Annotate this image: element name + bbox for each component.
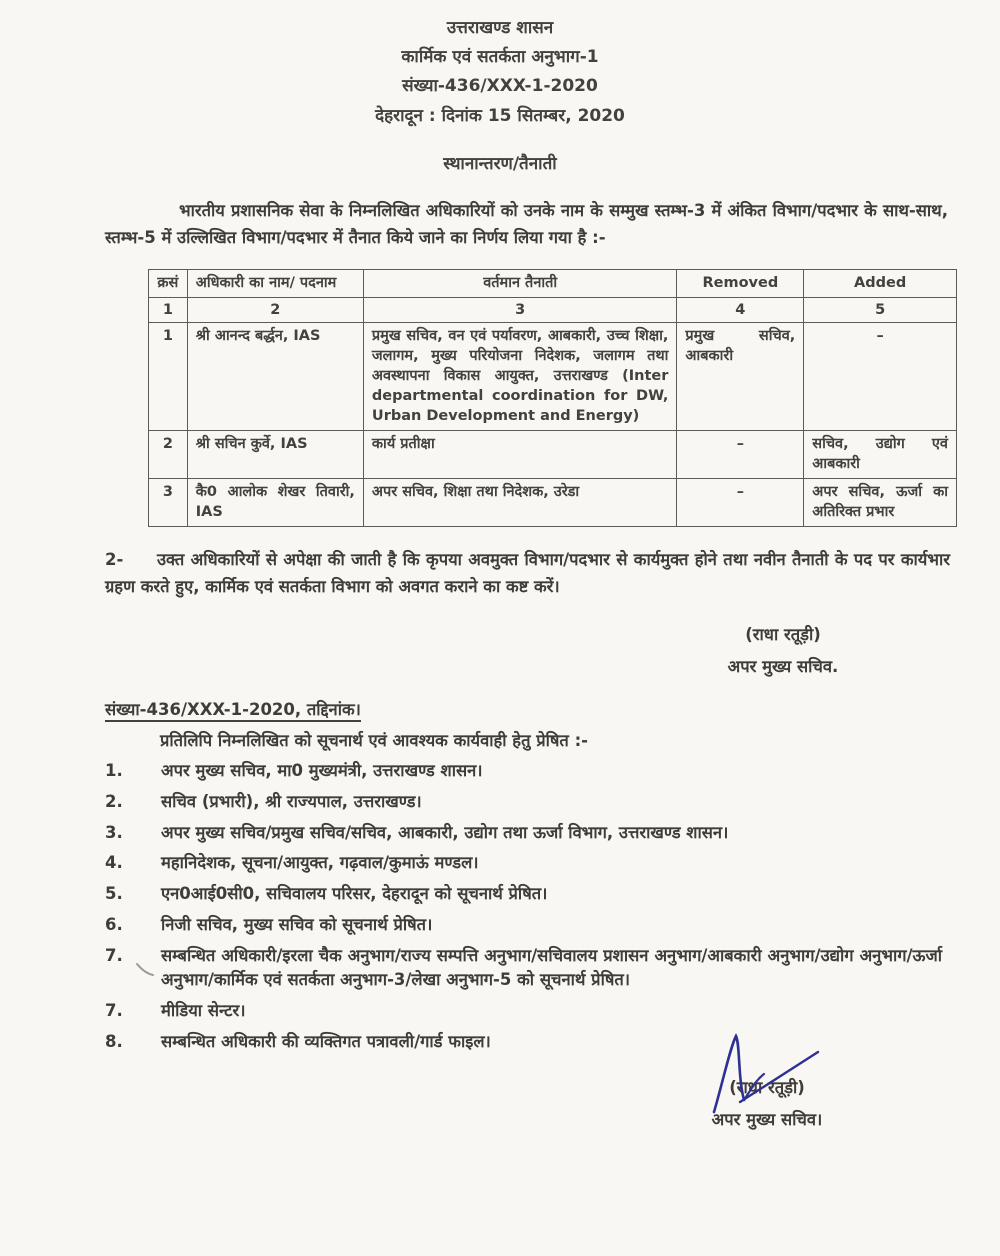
col-number: 5 bbox=[804, 298, 957, 323]
pen-mark-icon bbox=[134, 962, 156, 982]
removed-cell: – bbox=[677, 479, 804, 527]
item-number: 8. bbox=[105, 1031, 123, 1051]
signatory-designation: अपर मुख्य सचिव। bbox=[711, 1110, 823, 1130]
added-cell: सचिव, उद्योग एवं आबकारी bbox=[804, 431, 957, 479]
removed-cell: प्रमुख सचिव, आबकारी bbox=[677, 323, 804, 431]
list-item bbox=[105, 1030, 942, 1055]
item-number: 4. bbox=[105, 853, 123, 873]
column-number-row bbox=[149, 298, 957, 323]
serial-cell: 3 bbox=[149, 479, 188, 527]
col-header-removed: Removed bbox=[677, 270, 804, 298]
signatory-designation: अपर मुख्य सचिव. bbox=[727, 656, 839, 676]
current-posting-cell: प्रमुख सचिव, वन एवं पर्यावरण, आबकारी, उच्च शिक्षा, जलागम, मुख्य परियोजना निदेशक, जलागम तथा अवस्थापना विकास आयुक्त, उत्तराखण्ड (Inter departmental coordination for DW, Urban Development and Energy) bbox=[363, 323, 677, 431]
added-cell: अपर सचिव, ऊर्जा का अतिरिक्त प्रभार bbox=[804, 479, 957, 527]
item-text: सम्बन्धित अधिकारी की व्यक्तिगत पत्रावली/गार्ड फाइल। bbox=[161, 1031, 491, 1051]
serial-cell: 1 bbox=[149, 323, 188, 431]
item-text: मीडिया सेन्टर। bbox=[161, 1001, 246, 1021]
table-row bbox=[149, 479, 957, 527]
list-item bbox=[105, 999, 942, 1024]
item-number: 3. bbox=[105, 822, 123, 842]
col-number: 2 bbox=[187, 298, 363, 323]
item-number: 7. bbox=[105, 945, 123, 965]
table-row bbox=[149, 431, 957, 479]
item-number: 1. bbox=[105, 761, 123, 781]
col-number: 3 bbox=[363, 298, 677, 323]
item-text: अपर मुख्य सचिव, मा0 मुख्यमंत्री, उत्तराखण्ड शासन। bbox=[161, 761, 483, 781]
item-text: सम्बन्धित अधिकारी/इरला चैक अनुभाग/राज्य सम्पत्ति अनुभाग/सचिवालय प्रशासन अनुभाग/आबकारी अनुभाग/उद्योग अनुभाग/ऊर्जा अनुभाग/कार्मिक एवं सतर्कता अनुभाग-3/लेखा अनुभाग-5 को सूचनार्थ प्रेषित। bbox=[161, 945, 942, 990]
org-name: उत्तराखण्ड शासन bbox=[446, 18, 554, 38]
order-number: संख्या-436/XXX-1-2020 bbox=[402, 76, 598, 97]
added-cell: – bbox=[804, 323, 957, 431]
list-item bbox=[105, 821, 942, 846]
directive-text: उक्त अधिकारियों से अपेक्षा की जाती है कि कृपया अवमुक्त विभाग/पदभार से कार्यमुक्त होने तथा नवीन तैनाती के पद पर कार्यभार ग्रहण करते हुए, कार्मिक एवं सतर्कता विभाग को अवगत कराने का कष्ट करें। bbox=[105, 550, 950, 597]
serial-cell: 2 bbox=[149, 431, 188, 479]
subject-title: स्थानान्तरण/तैनाती bbox=[443, 153, 557, 174]
table-row bbox=[149, 323, 957, 431]
signature-block-top bbox=[658, 619, 908, 683]
signature-block-bottom bbox=[642, 1072, 892, 1136]
item-text: अपर मुख्य सचिव/प्रमुख सचिव/सचिव, आबकारी, उद्योग तथा ऊर्जा विभाग, उत्तराखण्ड शासन। bbox=[161, 822, 729, 842]
col-header-added: Added bbox=[804, 270, 957, 298]
col-header-officer: अधिकारी का नाम/ पदनाम bbox=[187, 270, 363, 298]
item-text: निजी सचिव, मुख्य सचिव को सूचनार्थ प्रेषित। bbox=[161, 914, 433, 934]
signatory-name: (राधा रतूड़ी) bbox=[745, 624, 821, 644]
col-number: 1 bbox=[149, 298, 188, 323]
reference-line: संख्या-436/XXX-1-2020, तद्दिनांक। bbox=[105, 697, 1000, 720]
transfer-table bbox=[148, 269, 957, 527]
copy-list bbox=[0, 759, 1000, 1055]
officer-name-cell: श्री सचिन कुर्वे, IAS bbox=[187, 431, 363, 479]
table-header-row bbox=[149, 270, 957, 298]
officer-name-cell: कै0 आलोक शेखर तिवारी, IAS bbox=[187, 479, 363, 527]
item-number: 5. bbox=[105, 884, 123, 904]
list-item bbox=[105, 944, 942, 994]
list-item bbox=[105, 851, 942, 876]
list-item bbox=[105, 790, 942, 815]
item-text: एन0आई0सी0, सचिवालय परिसर, देहरादून को सूचनार्थ प्रेषित। bbox=[161, 884, 548, 904]
paragraph-number: 2- bbox=[105, 550, 124, 570]
item-text: महानिदेशक, सूचना/आयुक्त, गढ़वाल/कुमाऊं मण्डल। bbox=[161, 853, 479, 873]
letterhead bbox=[0, 0, 1000, 131]
department-name: कार्मिक एवं सतर्कता अनुभाग-1 bbox=[401, 47, 599, 68]
col-header-current-posting: वर्तमान तैनाती bbox=[363, 270, 677, 298]
list-item bbox=[105, 913, 942, 938]
current-posting-cell: अपर सचिव, शिक्षा तथा निदेशक, उरेडा bbox=[363, 479, 677, 527]
item-number: 2. bbox=[105, 791, 123, 811]
directive-paragraph bbox=[105, 547, 950, 600]
copy-intro: प्रतिलिपि निम्नलिखित को सूचनार्थ एवं आवश्यक कार्यवाही हेतु प्रेषित :- bbox=[160, 731, 589, 751]
col-number: 4 bbox=[677, 298, 804, 323]
place-and-date: देहरादून : दिनांक 15 सितम्बर, 2020 bbox=[375, 105, 625, 126]
item-number: 6. bbox=[105, 914, 123, 934]
officer-name-cell: श्री आनन्द बर्द्धन, IAS bbox=[187, 323, 363, 431]
item-text: सचिव (प्रभारी), श्री राज्यपाल, उत्तराखण्ड। bbox=[161, 791, 422, 811]
list-item bbox=[105, 759, 942, 784]
removed-cell: – bbox=[677, 431, 804, 479]
current-posting-cell: कार्य प्रतीक्षा bbox=[363, 431, 677, 479]
signatory-name: (राधा रतूड़ी) bbox=[729, 1078, 805, 1097]
col-header-serial: क्रसं bbox=[149, 270, 188, 298]
item-number: 7. bbox=[105, 1001, 123, 1021]
opening-paragraph: भारतीय प्रशासनिक सेवा के निम्नलिखित अधिकारियों को उनके नाम के सम्मुख स्तम्भ-3 में अंकित विभाग/पदभार के साथ-साथ, स्तम्भ-5 में उल्लिखित विभाग/पदभार में तैनात किये जाने का निर्णय लिया गया है :- bbox=[105, 200, 948, 247]
list-item bbox=[105, 882, 942, 907]
